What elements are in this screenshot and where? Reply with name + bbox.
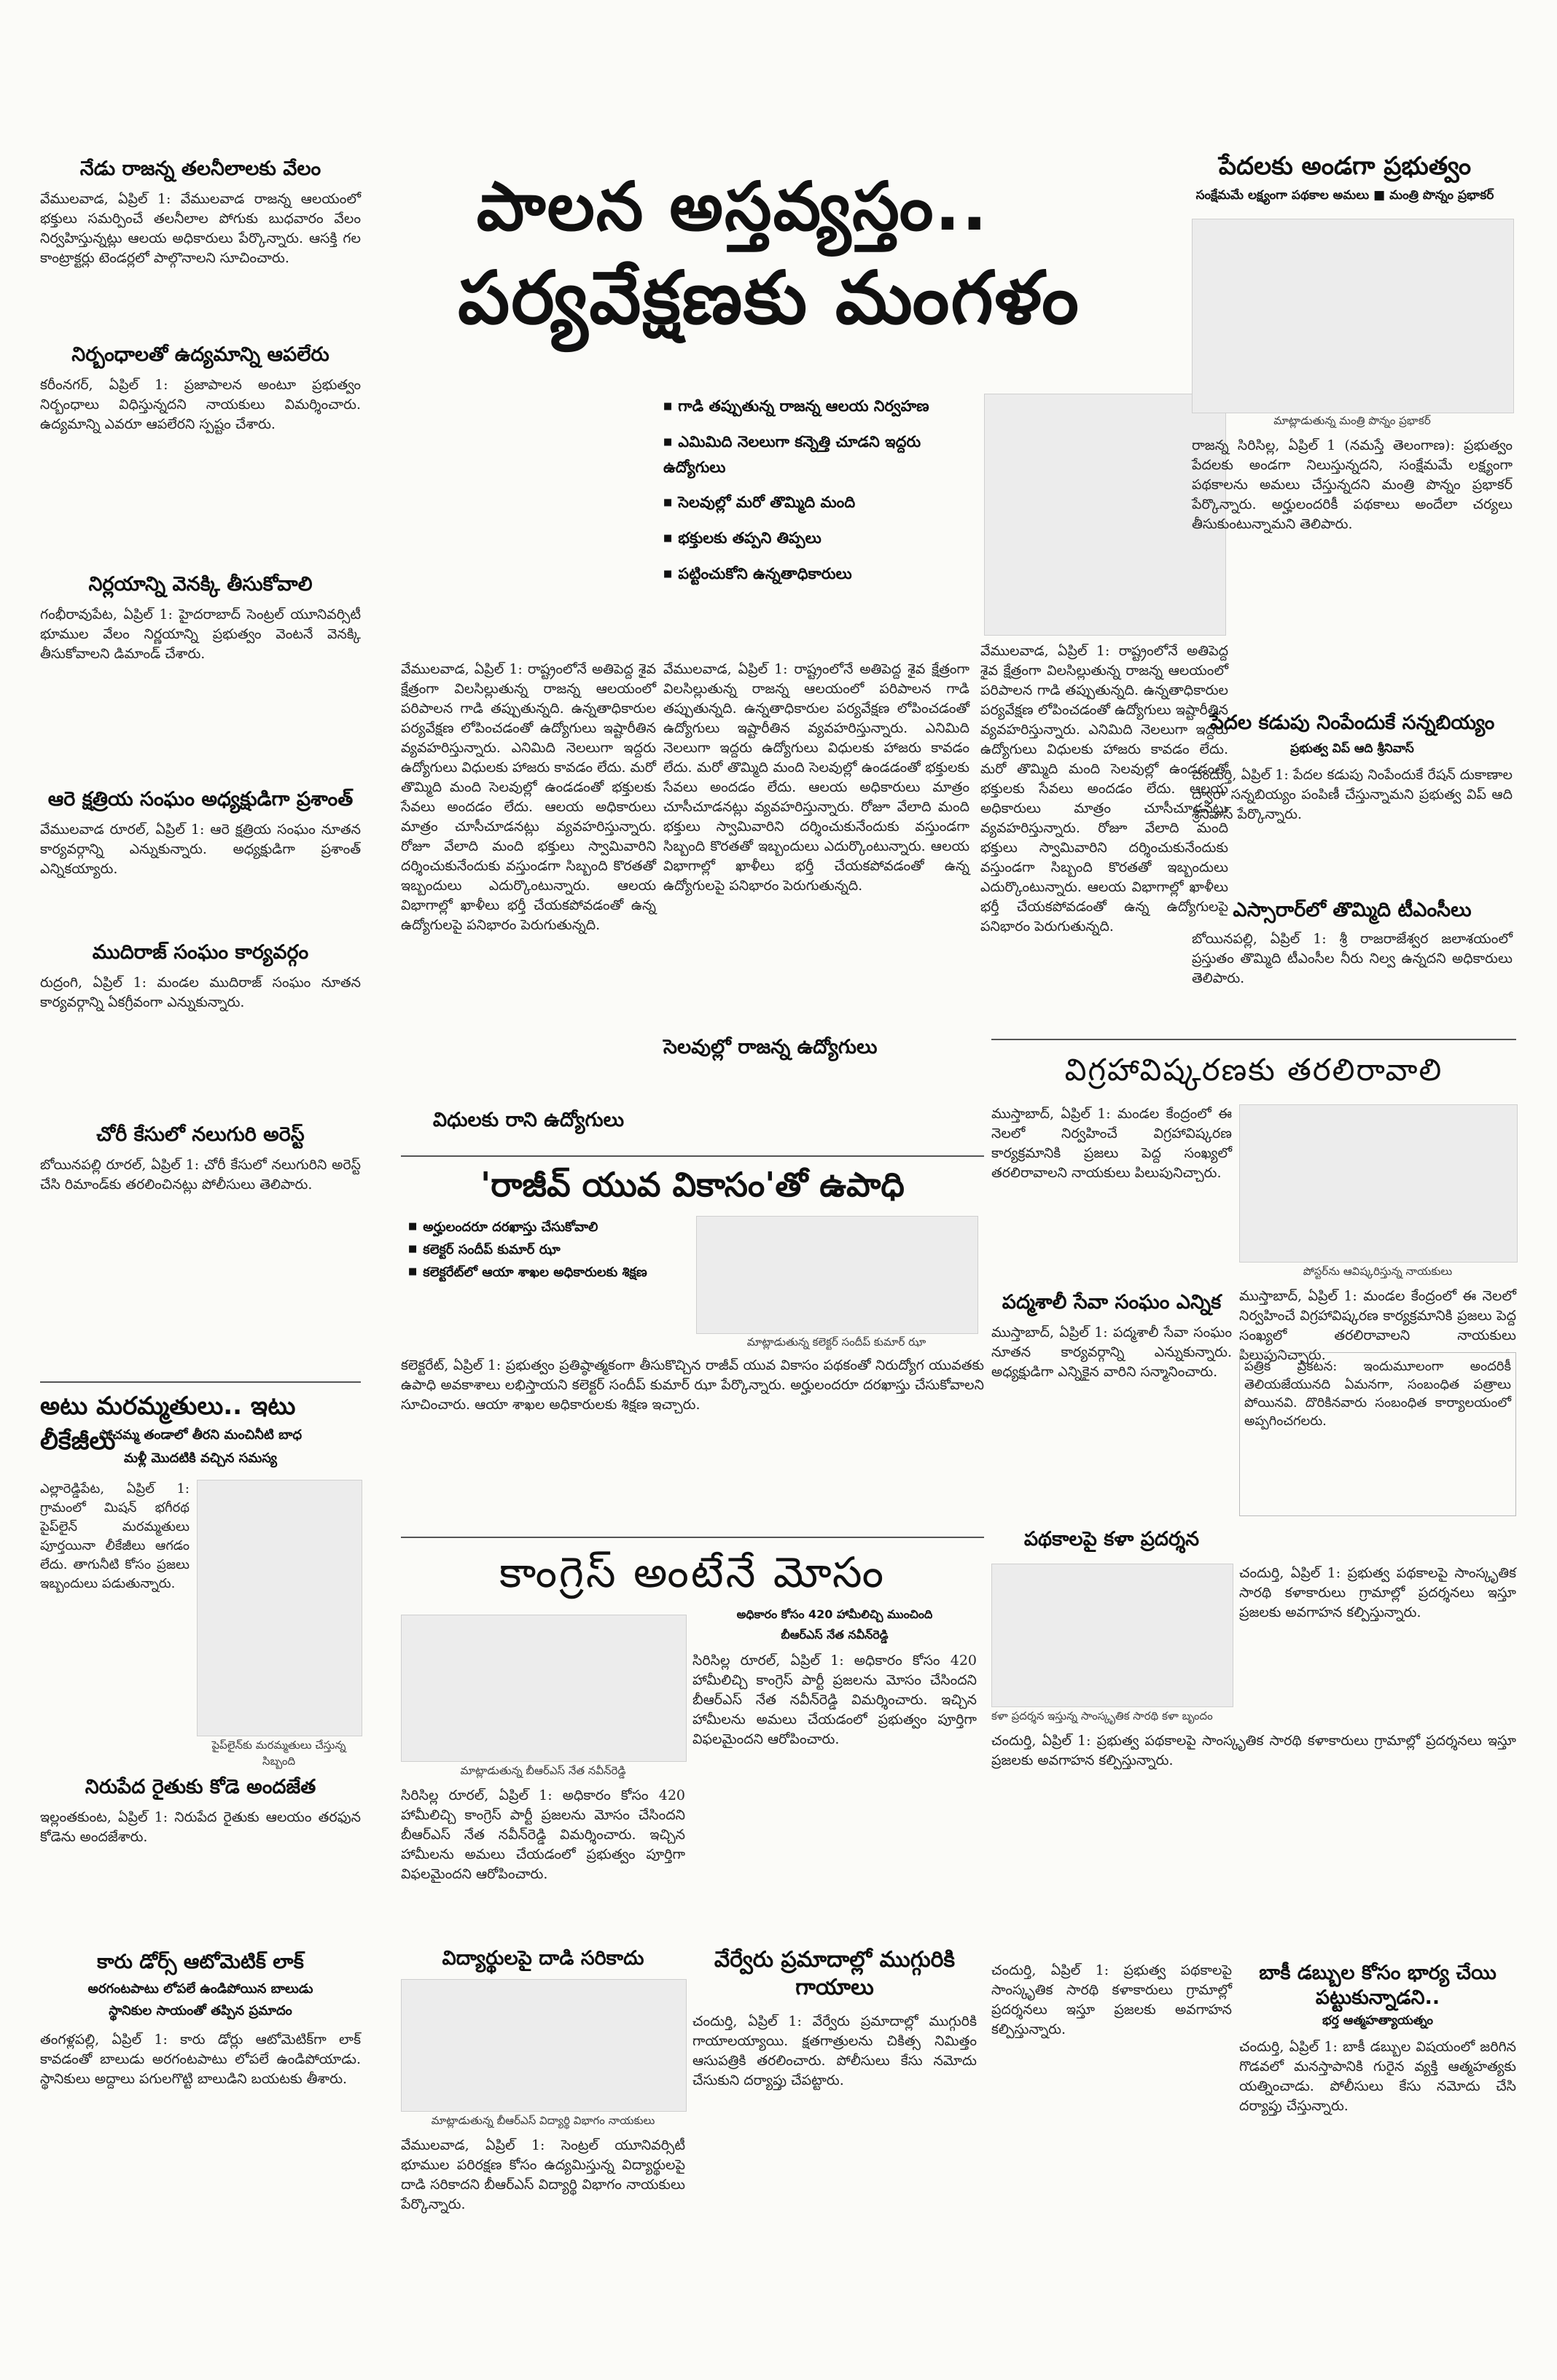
congress-sub2: బీఆర్ఎస్ నేత నవీన్‌రెడ్డి <box>781 1628 889 1642</box>
left-story9-sub1: అరగంటపాటు లోపలే ఉండిపోయిన బాలుడు <box>87 1981 313 1997</box>
right-notice: పత్రిక ప్రకటన: ఇందుమూలంగా అందరికీ తెలియజేయునది ఏమనగా, సంబంధిత పత్రాలు పోయినవి. దొరికినవారు సంబంధిత కార్యాలయంలో అప్పగించగలరు. <box>1239 1352 1516 1516</box>
rajiv-caption: మాట్లాడుతున్న కలెక్టర్ సందీప్ కుమార్ ఝా <box>746 1335 926 1349</box>
right-story3-body: బోయినపల్లి, ఏప్రిల్ 1: శ్రీ రాజరాజేశ్వర జలాశయంలో ప్రస్తుతం తొమ్మిది టీఎంసీల నీరు నిల్వ ఉన్నదని అధికారులు తెలిపారు. <box>1192 931 1513 986</box>
main-headline-line2: పర్యవేక్షణకు మంగళం <box>458 255 1080 340</box>
rajiv-bullet: ■ అర్హులందరూ దరఖాస్తు చేసుకోవాలి <box>408 1216 977 1238</box>
main-bullet: ■ ఎమిమిది నెలలుగా కన్నెత్తి చూడని ఇద్దరు ఉద్యోగులు <box>663 429 969 480</box>
left-story6-title: చోరీ కేసులో నలుగురి అరెస్ట్ <box>96 1123 305 1146</box>
left-story6-body: బోయినపల్లి రూరల్, ఏప్రిల్ 1: చోరీ కేసులో నలుగురిని అరెస్ట్ చేసి రిమాండ్‌కు తరలించినట్లు పోలీసులు తెలిపారు. <box>40 1157 361 1193</box>
left-story4-title: ఆరె క్షత్రియ సంఘం అధ్యక్షుడిగా ప్రశాంత్ <box>47 788 354 811</box>
left-story2-title: నిర్బంధాలతో ఉద్యమాన్ని ఆపలేరు <box>71 343 329 366</box>
right-story6-title: పథకాలపై కళా ప్రదర్శన <box>1023 1528 1200 1550</box>
left-story5-title: ముదిరాజ్ సంఘం కార్యవర్గం <box>92 941 309 964</box>
congress-sub1: అధికారం కోసం 420 హామీలిచ్చి ముంచింది <box>736 1607 933 1621</box>
main-headline-line1: పాలన అస్తవ్యస్తం.. <box>476 168 989 246</box>
right-story4-photo <box>1239 1104 1518 1263</box>
rajiv-photo <box>696 1216 978 1334</box>
accident-body: చందుర్తి, ఏప్రిల్ 1: వేర్వేరు ప్రమాదాల్లో ముగ్గురికి గాయాలయ్యాయి. క్షతగాత్రులను చికిత్స నిమిత్తం ఆసుపత్రికి తరలించారు. పోలీసులు కేసు నమోదు చేసుకుని దర్యాప్తు చేపట్టారు. <box>692 2013 977 2088</box>
main-bullet: ■ గాడి తప్పుతున్న రాజన్న ఆలయ నిర్వహణ <box>663 394 969 419</box>
left-story7-title: అటు మరమ్మతులు.. ఇటు లీకేజీలు <box>40 1392 296 1456</box>
left-story7-sub1: పోచమ్మ తండాలో తీరని మంచినీటి బాధ <box>98 1427 303 1443</box>
right-story2-body: చందుర్తి, ఏప్రిల్ 1: పేదల కడుపు నింపేందుకే రేషన్ దుకాణాల ద్వారా సన్నబియ్యం పంపిణీ చేస్తున్నామని ప్రభుత్వ విప్ ఆది శ్రీనివాస్ పేర్కొన్నారు. <box>1192 767 1513 822</box>
accident-title: వేర్వేరు ప్రమాదాల్లో ముగ్గురికి గాయాలు <box>714 1947 956 2000</box>
left-story1-title: నేడు రాజన్న తలనీలాలకు వేలం <box>79 157 321 180</box>
right-story4-caption: పోస్టర్‌ను ఆవిష్కరిస్తున్న నాయకులు <box>1303 1265 1453 1278</box>
main-bullet: ■ సెలవుల్లో మరో తొమ్మిది మంది <box>663 490 969 515</box>
left-story7-photo-caption: పైప్‌లైన్‌కు మరమ్మతులు చేస్తున్న సిబ్బంది <box>211 1739 346 1768</box>
students-body: వేములవాడ, ఏప్రిల్ 1: సెంట్రల్ యూనివర్సిటీ భూముల పరిరక్షణ కోసం ఉద్యమిస్తున్న విద్యార్థులపై దాడి సరికాదని బీఆర్ఎస్ విద్యార్థి విభాగం నాయకులు పేర్కొన్నారు. <box>401 2137 685 2212</box>
main-bullet: ■ పట్టించుకోని ఉన్నతాధికారులు <box>663 561 969 587</box>
left-story7-body: ఎల్లారెడ్డిపేట, ఏప్రిల్ 1: గ్రామంలో మిషన్ భగీరథ పైప్‌లైన్ మరమ్మతులు పూర్తయినా లీకేజీలు ఆగడం లేదు. తాగునీటి కోసం ప్రజలు ఇబ్బందులు పడుతున్నారు. <box>40 1481 190 1591</box>
congress-title: కాంగ్రెస్ అంటేనే మోసం <box>499 1548 886 1597</box>
rajiv-bullet: ■ కలెక్టర్ సందీప్ కుమార్ ఝా <box>408 1238 977 1261</box>
right-story2-title: పేదల కడుపు నింపేందుకే సన్నబియ్యం <box>1209 711 1495 734</box>
main-body-left: వేములవాడ, ఏప్రిల్ 1: రాష్ట్రంలోనే అతిపెద్ద శైవ క్షేత్రంగా విలసిల్లుతున్న రాజన్న ఆలయంలో పరిపాలన గాడి తప్పుతున్నది. ఉన్నతాధికారుల పర్యవేక్షణ లోపించడంతో ఉద్యోగులు ఇష్టారీతిన వ్యవహరిస్తున్నారు. ఎనిమిది నెలలుగా ఇద్దరు ఉద్యోగులు విధులకు హాజరు కావడం లేదు. మరో తొమ్మిది మంది సెలవుల్లో ఉండడంతో భక్తులకు సేవలు అందడం లేదు. ఆలయ అధికారులు మాత్రం చూసీచూడనట్లు వ్యవహరిస్తున్నారు. రోజూ వేలాది మంది భక్తులు స్వామివారిని దర్శించుకునేందుకు వస్తుండగా సిబ్బంది కొరతతో ఇబ్బందులు ఎదుర్కొంటున్నారు. ఆలయ విభాగాల్లో ఖాళీలు భర్తీ చేయకపోవడంతో ఉన్న ఉద్యోగులపై పనిభారం పెరుగుతున్నది. <box>401 661 656 933</box>
left-story3-body: గంభీరావుపేట, ఏప్రిల్ 1: హైదరాబాద్ సెంట్రల్ యూనివర్సిటీ భూముల వేలం నిర్ణయాన్ని ప్రభుత్వం వెంటనే వెనక్కి తీసుకోవాలని డిమాండ్ చేశారు. <box>40 606 361 662</box>
congress-body-right: సిరిసిల్ల రూరల్, ఏప్రిల్ 1: అధికారం కోసం 420 హామీలిచ్చి కాంగ్రెస్ పార్టీ ప్రజలను మోసం చేసిందని బీఆర్ఎస్ నేత నవీన్‌రెడ్డి విమర్శించారు. ఇచ్చిన హామీలను అమలు చేయడంలో ప్రభుత్వం పూర్తిగా విఫలమైందని ఆరోపించారు. <box>692 1653 977 1747</box>
right-story3-title: ఎస్సారార్‌లో తొమ్మిది టీఎంసీలు <box>1233 899 1472 921</box>
students-caption: మాట్లాడుతున్న బీఆర్ఎస్ విద్యార్థి విభాగం నాయకులు <box>431 2114 655 2127</box>
left-story1-body: వేములవాడ, ఏప్రిల్ 1: వేములవాడ రాజన్న ఆలయంలో భక్తులు సమర్పించే తలనీలాల పోగుకు బుధవారం వేలం నిర్వహిస్తున్నట్లు ఆలయ అధికారులు పేర్కొన్నారు. ఆసక్తి గల కాంట్రాక్టర్లు టెండర్లలో పాల్గొనాలని సూచించారు. <box>40 191 361 266</box>
right-story1-sub2: మంత్రి పొన్నం ప్రభాకర్ <box>1389 188 1494 203</box>
center-divider-2 <box>401 1537 984 1538</box>
congress-caption: మాట్లాడుతున్న బీఆర్ఎస్ నేత నవీన్‌రెడ్డి <box>460 1764 626 1777</box>
right-story7-sub: భర్త ఆత్మహత్యాయత్నం <box>1322 2013 1433 2028</box>
main-photo <box>984 394 1226 636</box>
right-story6-photo <box>991 1564 1233 1707</box>
right-story6-body: చందుర్తి, ఏప్రిల్ 1: ప్రభుత్వ పథకాలపై సాంస్కృతిక సారథి కళాకారులు గ్రామాల్లో ప్రదర్శనలు ఇస్తూ ప్రజలకు అవగాహన కల్పిస్తున్నారు. <box>991 1733 1516 1768</box>
right-story1-sub1: సంక్షేమమే లక్ష్యంగా పథకాల అమలు <box>1195 188 1370 203</box>
main-bullets <box>663 394 969 656</box>
main-body-far: వేములవాడ, ఏప్రిల్ 1: రాష్ట్రంలోనే అతిపెద్ద శైవ క్షేత్రంగా విలసిల్లుతున్న రాజన్న ఆలయంలో పరిపాలన గాడి తప్పుతున్నది. ఉన్నతాధికారుల పర్యవేక్షణ లోపించడంతో ఉద్యోగులు ఇష్టారీతిన వ్యవహరిస్తున్నారు. ఎనిమిది నెలలుగా ఇద్దరు ఉద్యోగులు విధులకు హాజరు కావడం లేదు. మరో తొమ్మిది మంది సెలవుల్లో ఉండడంతో భక్తులకు సేవలు అందడం లేదు. ఆలయ అధికారులు మాత్రం చూసీచూడనట్లు వ్యవహరిస్తున్నారు. రోజూ వేలాది మంది భక్తులు స్వామివారిని దర్శించుకునేందుకు వస్తుండగా సిబ్బంది కొరతతో ఇబ్బందులు ఎదుర్కొంటున్నారు. ఆలయ విభాగాల్లో ఖాళీలు భర్తీ చేయకపోవడంతో ఉన్న ఉద్యోగులపై పనిభారం పెరుగుతున్నది. <box>980 643 1228 935</box>
left-story5-body: రుద్రంగి, ఏప్రిల్ 1: మండల ముదిరాజ్ సంఘం నూతన కార్యవర్గాన్ని ఏకగ్రీవంగా ఎన్నుకున్నారు. <box>40 975 361 1010</box>
left-story8-title: నిరుపేద రైతుకు కోడె అందజేత <box>85 1776 316 1798</box>
main-bullet: ■ భక్తులకు తప్పని తిప్పలు <box>663 526 969 551</box>
right-story1-caption: మాట్లాడుతున్న మంత్రి పొన్నం ప్రభాకర్ <box>1273 414 1431 427</box>
right-story1-title: పేదలకు అండగా ప్రభుత్వం <box>1218 152 1472 181</box>
main-subhead-absent: విధులకు రాని ఉద్యోగులు <box>432 1109 625 1131</box>
left-story7-photo <box>197 1480 362 1736</box>
center-divider-1 <box>401 1155 984 1157</box>
left-story7-sub2: మళ్లీ మొదటికి వచ్చిన సమస్య <box>123 1451 278 1466</box>
right-story6-caption: కళా ప్రదర్శన ఇస్తున్న సాంస్కృతిక సారథి కళా బృందం <box>991 1709 1213 1722</box>
congress-photo <box>401 1615 687 1762</box>
rajiv-bullet: ■ కలెక్టరేట్‌లో ఆయా శాఖల అధికారులకు శిక్షణ <box>408 1261 977 1284</box>
left-story9-sub2: స్థానికుల సాయంతో తప్పిన ప్రమాదం <box>109 2003 292 2018</box>
rajiv-body: కలెక్టరేట్, ఏప్రిల్ 1: ప్రభుత్వం ప్రతిష్ఠాత్మకంగా తీసుకొచ్చిన రాజీవ్ యువ వికాసం పథకంతో నిరుద్యోగ యువతకు ఉపాధి అవకాశాలు లభిస్తాయని కలెక్టర్ సందీప్ కుమార్ ఝా పేర్కొన్నారు. అర్హులందరూ దరఖాస్తు చేసుకోవాలని సూచించారు. ఆయా శాఖల అధికారులకు శిక్షణ ఇచ్చారు. <box>401 1357 984 1413</box>
right-story5-title: పద్మశాలీ సేవా సంఘం ఎన్నిక <box>1002 1291 1222 1314</box>
right-story1-photo <box>1192 219 1514 413</box>
right-divider <box>991 1039 1516 1040</box>
students-title: విద్యార్థులపై దాడి సరికాదు <box>442 1947 644 1970</box>
right-story1-body: రాజన్న సిరిసిల్ల, ఏప్రిల్ 1 (నమస్తే తెలంగాణ): ప్రభుత్వం పేదలకు అండగా నిలుస్తున్నదని, సంక్షేమమే లక్ష్యంగా పథకాలను అమలు చేస్తున్నదని మంత్రి పొన్నం ప్రభాకర్ పేర్కొన్నారు. అర్హులందరికీ పథకాలు అందేలా చర్యలు తీసుకుంటున్నామని తెలిపారు. <box>1192 437 1513 532</box>
right-story6-body-right: చందుర్తి, ఏప్రిల్ 1: ప్రభుత్వ పథకాలపై సాంస్కృతిక సారథి కళాకారులు గ్రామాల్లో ప్రదర్శనలు ఇస్తూ ప్రజలకు అవగాహన కల్పిస్తున్నారు. <box>1239 1565 1516 1620</box>
rajiv-title: 'రాజీవ్ యువ వికాసం'తో ఉపాధి <box>480 1165 905 1204</box>
right-story4-title: విగ్రహావిష్కరణకు తరలిరావాలి <box>1064 1052 1443 1088</box>
left-divider <box>40 1381 361 1383</box>
left-story8-body: ఇల్లంతకుంట, ఏప్రిల్ 1: నిరుపేద రైతుకు ఆలయం తరఫున కోడెను అందజేశారు. <box>40 1809 361 1845</box>
right-story4-body-right: ముస్తాబాద్, ఏప్రిల్ 1: మండల కేంద్రంలో ఈ నెలలో నిర్వహించే విగ్రహావిష్కరణ కార్యక్రమానికి ప్రజలు పెద్ద సంఖ్యలో తరలిరావాలని నాయకులు పిలుపునిచ్చారు. <box>1239 1288 1516 1363</box>
left-story9-body: తంగళ్లపల్లి, ఏప్రిల్ 1: కారు డోర్లు ఆటోమెటిక్‌గా లాక్ కావడంతో బాలుడు అరగంటపాటు లోపలే ఉండిపోయాడు. స్థానికులు అద్దాలు పగులగొట్టి బాలుడిని బయటకు తీశారు. <box>40 2032 361 2087</box>
right-story1-sub: సంక్షేమమే లక్ష్యంగా పథకాల అమలు ■ మంత్రి పొన్నం ప్రభాకర్ <box>1195 188 1494 203</box>
congress-body: సిరిసిల్ల రూరల్, ఏప్రిల్ 1: అధికారం కోసం 420 హామీలిచ్చి కాంగ్రెస్ పార్టీ ప్రజలను మోసం చేసిందని బీఆర్ఎస్ నేత నవీన్‌రెడ్డి విమర్శించారు. ఇచ్చిన హామీలను అమలు చేయడంలో ప్రభుత్వం పూర్తిగా విఫలమైందని ఆరోపించారు. <box>401 1787 685 1882</box>
left-story4-body: వేములవాడ రూరల్, ఏప్రిల్ 1: ఆరె క్షత్రియ సంఘం నూతన కార్యవర్గాన్ని ఎన్నుకున్నారు. అధ్యక్షుడిగా ప్రశాంత్ ఎన్నికయ్యారు. <box>40 822 361 877</box>
main-body-right: వేములవాడ, ఏప్రిల్ 1: రాష్ట్రంలోనే అతిపెద్ద శైవ క్షేత్రంగా విలసిల్లుతున్న రాజన్న ఆలయంలో పరిపాలన గాడి తప్పుతున్నది. ఉన్నతాధికారుల పర్యవేక్షణ లోపించడంతో ఉద్యోగులు ఇష్టారీతిన వ్యవహరిస్తున్నారు. ఎనిమిది నెలలుగా ఇద్దరు ఉద్యోగులు విధులకు హాజరు కావడం లేదు. మరో తొమ్మిది మంది సెలవుల్లో ఉండడంతో భక్తులకు సేవలు అందడం లేదు. ఆలయ అధికారులు మాత్రం చూసీచూడనట్లు వ్యవహరిస్తున్నారు. రోజూ వేలాది మంది భక్తులు స్వామివారిని దర్శించుకునేందుకు వస్తుండగా సిబ్బంది కొరతతో ఇబ్బందులు ఎదుర్కొంటున్నారు. ఆలయ విభాగాల్లో ఖాళీలు భర్తీ చేయకపోవడంతో ఉన్న ఉద్యోగులపై పనిభారం పెరుగుతున్నది. <box>663 661 969 894</box>
left-story2-body: కరీంనగర్, ఏప్రిల్ 1: ప్రజాపాలన అంటూ ప్రభుత్వం నిర్బంధాలు విధిస్తున్నదని నాయకులు విమర్శించారు. ఉద్యమాన్ని ఎవరూ ఆపలేరని స్పష్టం చేశారు. <box>40 377 361 432</box>
left-story9-title: కారు డోర్స్ ఆటోమెటిక్ లాక్ <box>97 1951 304 1973</box>
right-story2-sub: ప్రభుత్వ విప్ ఆది శ్రీనివాస్ <box>1290 741 1414 756</box>
main-subhead-leave: సెలవుల్లో రాజన్న ఉద్యోగులు <box>663 1036 878 1058</box>
left-story3-title: నిర్లయాన్ని వెనక్కి తీసుకోవాలి <box>88 573 313 596</box>
right-story5-body: ముస్తాబాద్, ఏప్రిల్ 1: పద్మశాలీ సేవా సంఘం నూతన కార్యవర్గాన్ని ఎన్నుకున్నారు. అధ్యక్షుడిగా ఎన్నికైన వారిని సన్మానించారు. <box>991 1324 1232 1380</box>
right-story7-body: చందుర్తి, ఏప్రిల్ 1: బాకీ డబ్బుల విషయంలో జరిగిన గొడవలో మనస్తాపానికి గురైన వ్యక్తి ఆత్మహత్యకు యత్నించాడు. పోలీసులు కేసు నమోదు చేసి దర్యాప్తు చేస్తున్నారు. <box>1239 2039 1516 2114</box>
students-photo <box>401 1979 687 2112</box>
right-story7-title: బాకీ డబ్బుల కోసం భార్య చేయి పట్టుకున్నాడని.. <box>1259 1962 1496 2009</box>
right-story4-body-left: ముస్తాబాద్, ఏప్రిల్ 1: మండల కేంద్రంలో ఈ నెలలో నిర్వహించే విగ్రహావిష్కరణ కార్యక్రమానికి ప్రజలు పెద్ద సంఖ్యలో తరలిరావాలని నాయకులు పిలుపునిచ్చారు. <box>991 1106 1232 1181</box>
right-story7-body-left: చందుర్తి, ఏప్రిల్ 1: ప్రభుత్వ పథకాలపై సాంస్కృతిక సారథి కళాకారులు గ్రామాల్లో ప్రదర్శనలు ఇస్తూ ప్రజలకు అవగాహన కల్పిస్తున్నారు. <box>991 1962 1232 2037</box>
